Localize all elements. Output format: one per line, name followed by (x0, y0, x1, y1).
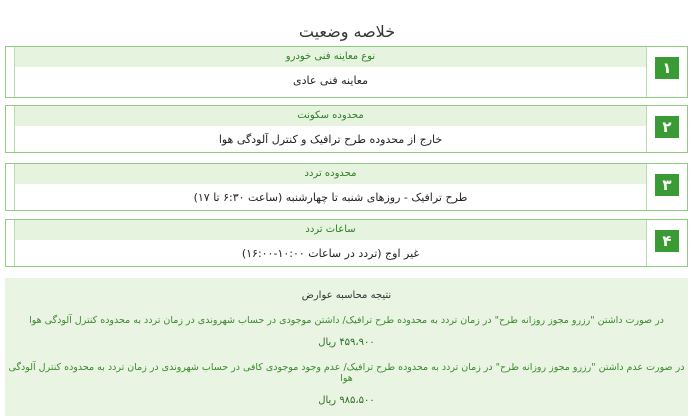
status-card-residence-area (5, 105, 688, 153)
status-card-traffic-hours (5, 219, 688, 267)
fee-calculation-summary (5, 278, 688, 416)
card-value: معاینه فنی عادی (293, 74, 368, 87)
card-content (14, 220, 647, 266)
step-number-badge: ۳ (655, 174, 679, 196)
status-card-traffic-area (5, 163, 688, 211)
card-heading: محدوده سکونت (15, 106, 646, 126)
card-heading: نوع معاینه فنی خودرو (15, 47, 646, 67)
step-number-badge: ۲ (655, 116, 679, 138)
card-value: طرح ترافیک - روزهای شنبه تا چهارشنبه (ساعت ۶:۳۰ تا ۱۷) (193, 191, 468, 204)
step-number-badge: ۴ (655, 230, 679, 252)
card-content (14, 164, 647, 210)
fee-condition-without-reservation: در صورت عدم داشتن "رزرو مجوز روزانه طرح" در زمان تردد به محدوده طرح ترافیک/ عدم وجود موجودی کافی در حساب شهروندی در زمان تردد به محدوده کنترل آلودگی هوا (8, 362, 685, 384)
page-title: خلاصه وضعیت (298, 22, 396, 41)
step-number-badge: ۱ (655, 57, 679, 79)
fee-condition-with-reservation: در صورت داشتن "رزرو مجوز روزانه طرح" در زمان تردد به محدوده طرح ترافیک/ داشتن موجودی در حساب شهروندی در زمان تردد به محدوده کنترل آلودگی هوا (29, 315, 664, 326)
status-card-vehicle-inspection (5, 46, 688, 98)
card-content (14, 47, 647, 97)
card-content (14, 106, 647, 152)
fee-amount-with-reservation: ۴۵۹،۹۰۰ ریال (318, 337, 375, 348)
fee-amount-without-reservation: ۹۸۵،۵۰۰ ریال (318, 395, 375, 406)
card-heading: ساعات تردد (15, 220, 646, 240)
summary-title: نتیجه محاسبه عوارض (301, 290, 392, 301)
card-value: غیر اوج (تردد در ساعات ۱۰:۰۰-۱۶:۰۰) (241, 247, 420, 260)
card-value: خارج از محدوده طرح ترافیک و کنترل آلودگی هوا (218, 133, 443, 146)
card-heading: محدوده تردد (15, 164, 646, 184)
